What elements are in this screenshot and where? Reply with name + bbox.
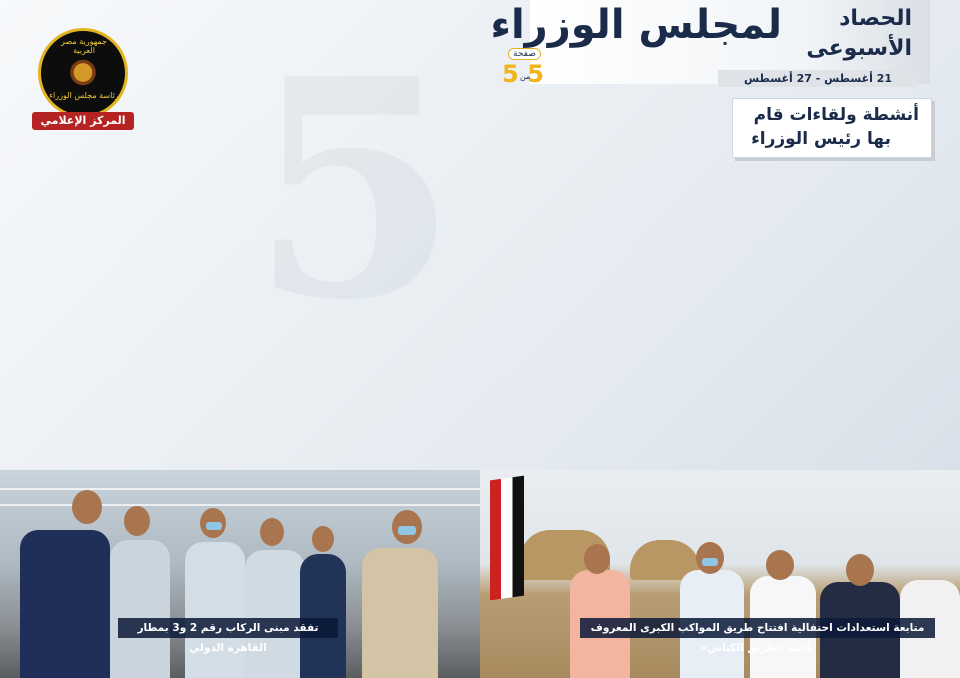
egypt-flag <box>490 476 524 601</box>
eagle-emblem-icon <box>67 59 99 89</box>
media-center-banner: المركز الإعلامي <box>32 112 134 130</box>
page-of: من <box>520 72 531 81</box>
caption-airport: تفقد مبنى الركاب رقم 2 و3 بمطار القاهرة الدولي <box>118 618 338 638</box>
section-heading-line1: أنشطة ولقاءات قام <box>753 105 919 125</box>
page-label: صفحة <box>508 48 541 60</box>
section-heading-line2: بها رئيس الوزراء <box>751 129 891 149</box>
watermark-five: 5 <box>250 13 459 366</box>
logo-top-text: جمهورية مصر العربية <box>61 37 107 55</box>
title-weekly: الأسبوعى <box>806 36 912 61</box>
page-indicator <box>500 50 546 90</box>
caption-luxor: متابعة استعدادات احتفالية افتتاح طريق المواكب الكبرى المعروف باسم «طريق الكباش» <box>580 618 935 638</box>
page-total: 5 <box>502 60 519 88</box>
section-heading <box>732 98 932 158</box>
cabinet-logo <box>38 28 128 118</box>
page-current: 5 <box>527 60 544 88</box>
title-harvest: الحصاد <box>839 6 912 31</box>
logo-bottom-text: رئاسة مجلس الوزراء <box>49 91 119 100</box>
page-title: لمجلس الوزراء <box>490 2 782 48</box>
date-range: 21 أغسطس - 27 أغسطس <box>718 70 918 87</box>
